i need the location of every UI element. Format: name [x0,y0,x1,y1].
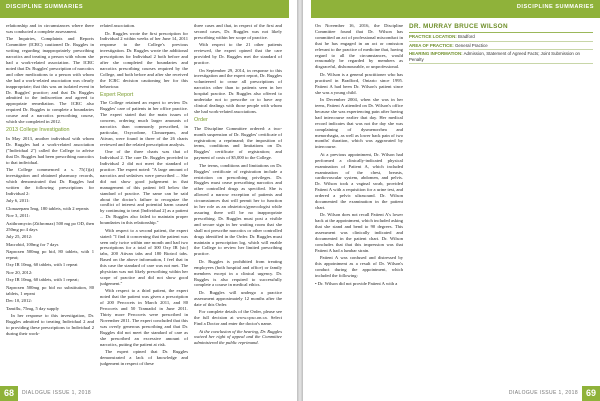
magazine-title: DIALOGUE ISSUE 1, 2018 [22,390,92,396]
section-title: DISCIPLINE SUMMARIES [516,4,594,10]
paragraph: Clonazepam 5mg, 180 tablets, with 2 repeats [6,205,89,211]
paragraph: Tamiflu, 75mg, 5 day supply [6,305,60,311]
paragraph: • Dr. Wilson did not provide Patient A with a [315,280,398,286]
paragraph: Naproxen 500mg po bid no substitution, 80 tablets, 1 repeat [6,284,94,296]
doctor-info-panel [409,23,593,75]
hearing-information-value: Admission, Statement of Agreed Facts; Joint Submission on Penalty [409,51,580,62]
paragraph: In her response to this investigation, Dr. Ruggles admitted to treating Individual 2 and to providing these prescriptions to Individual 2 during their work- [6,313,94,337]
text-column-1 [6,23,94,381]
paragraph: In December 2004, when she was in her teens, Patient A attended on Dr. Wilson's office because she was experiencing pain after having had intercourse earlier that day. Her medical record indicates that was not the day she was complaining of dysmenorrhea and menorrhagia, as well as lower back pain of two months' duration, which was aggravated by intercourse. [315,97,403,150]
paragraph: Oxy IR 10mg, 60 tablets, with 1 repeat; [6,277,79,283]
subheading: Expert Report [100,91,134,98]
paragraph: Dr. Ruggles wrote the first prescription for Individual 2 within weeks of her June 14, 2011 response to the College's previous investigation. Dr. Ruggles wrote the additional prescriptions for Individual 2 both before and after she completed the boundaries and narcotics prescribing courses required by the College, and both before and after she received the ICRC decision cautioning her for this behaviour. [100,30,188,89]
paragraph: Dr. Ruggles will undergo a practice assessment approximately 12 months after the date of this Order. [194,289,282,307]
footer-bar [0,386,289,401]
right-page [303,0,600,401]
paragraph: July 6, 2011: [6,198,30,204]
page-number: 69 [582,386,600,401]
paragraph: Patient A was confused and distressed by this appointment as a result of Dr. Wilson's conduct during the appointment, which included the following: [315,255,403,279]
subheading: 2013 College Investigation [6,127,70,133]
paragraph: The College retained an expert to review Dr. Ruggles' care of patients in her office practice. The expert stated that the main issues of concern, ordering much larger amounts of narcotics than commonly prescribed, in particular, Oxycodone, Clonazepam, and Ativan, were found in three of the 26 charts reviewed and the related prescription analysis. [100,100,188,147]
doctor-name: DR. MURRAY BRUCE WILSON [409,23,593,33]
paragraph: In May 2013, another individual with whom Dr. Ruggles had a work-related association ("Individual 2") called the College to advise that Dr. Ruggles had been prescribing narcotics to that individual. [6,135,94,165]
magazine-title: DIALOGUE ISSUE 1, 2018 [508,390,578,396]
paragraph: Oxy IR 10mg, 60 tablets, with 1 repeat [6,262,78,268]
paragraph: With respect to a third patient, the expert noted that the patient was given a prescription of 200 Percocets in March 2011, and 80 Percocets and 50 Tramadol in June 2011. Thirty more Percocets were prescribed in November 2011. The expert concluded that this was overly generous prescribing and that Dr. Ruggles did not meet the standard of care as she prescribed an excessive amount of narcotics, putting the patient at risk. [100,288,188,347]
paragraph: The expert opined that Dr. Ruggles demonstrated a lack of knowledge and judgement in respect of these [100,349,188,366]
paragraph: Macrobid, 100mg for 7 days [6,241,59,247]
paragraph: One of the three charts was that of Individual 2. The care Dr. Ruggles provided to Individual 2 did not meet the standard of practice. The expert noted: "A large amount of narcotics and sedatives were prescribed ... She did not show good judgement in that management of this patient fell below the standard of practice. The same can be said about the doctor's failure to recognize the conflict of interest and potential harm caused by continuing to treat [Individual 2] as a patient ... Dr. Ruggles also failed to maintain proper boundaries in this relationship." [100,149,188,226]
practice-location-label: PRACTICE LOCATION: [409,34,457,39]
area-of-practice-row [409,42,593,51]
practice-location-row [409,33,593,42]
paragraph: The Inquiries, Complaints and Reports Committee (ICRC) cautioned Dr. Ruggles in writing regarding inappropriately prescribing narcotics and treating a person with whom she had a work-related association. The ICRC noted that Dr. Ruggles' prescription of narcotics and other medications to a person with whom she had a work-related association was clearly inappropriate; that this was an isolated event in Dr. Ruggles' practice; and that Dr. Ruggles admitted to the indiscretion and agreed to appropriate remediation. The ICRC also required Dr. Ruggles to complete a boundaries course and a narcotics prescribing course, which she completed in 2012. [6,36,94,125]
text-column-2 [409,80,497,381]
closing-note: At the conclusion of the hearing, Dr. Ruggles waived her right of appeal and the Committee administered the public reprimand. [194,328,282,346]
paragraph: Dr. Wilson does not recall Patient A's lower back at the appointment, which included asking that she stand and bend to 90 degrees. This assessment was clinically indicated and documented in the patient chart. Dr. Wilson concludes that that this impression was that Patient A had a lumbar strain. [315,212,403,253]
area-of-practice-label: AREA OF PRACTICE: [409,42,454,48]
paragraph: With respect to the 21 other patients reviewed, the expert opined that the care provided by Dr. Ruggles met the standard of practice. [194,42,282,66]
hearing-information-label: HEARING INFORMATION: [409,51,463,57]
section-title: DISCIPLINE SUMMARIES [6,4,84,10]
paragraph: The Discipline Committee ordered: a two-month suspension of Dr. Ruggles' certificate of registration; a reprimand; the imposition of terms, conditions and limitations on Dr. Ruggles' certificate of registration; and payment of costs of $5,000 to the College. [194,125,282,161]
paragraph: With respect to a second patient, the expert stated: "I find it concerning that the patient was seen only twice within one month and had two prescriptions for a total of 300 Oxy IR [sic] tabs, 200 Ativan tabs and 180 Biotrol tabs. Based on the above information, I feel that in this case the standard of care was not met. The physician was not likely prescribing within her scope of practice and did not show good judgement." [100,227,188,286]
paragraph: Nov 3, 2011: [6,213,30,219]
paragraph: Azithromycin (Zithromax) 500 mg po OD, then 250mg po 4 days [6,220,94,232]
paragraph: At a previous appointment, Dr. Wilson had performed a clinically-indicated physical examination of Patient A, which included examination of the chest, breasts, cardiovascular system, abdomen, and pelvis. Dr. Wilson took a vaginal swab, provided Patient A with a requisition for a urine test, and ordered a pelvic ultrasound. Dr. Wilson documented the examination in the patient chart. [315,151,403,210]
paragraph: three cases and that, in respect of the first and second cases, Dr. Ruggles was not likely prescribing within her scope of practice. [194,23,282,40]
left-page [0,0,297,401]
header-bar [311,0,600,18]
paragraph: On September 29, 2014, in response to this investigation and the expert report, Dr. Ruggles volunteered to cease all prescriptions of narcotics other than to patients seen in her hospital practice. Dr. Ruggles also offered to undertake not to prescribe or to have any clinical dealings with those people with whom she had work-related associations. [194,67,282,114]
footer-bar [311,386,600,401]
paragraph: July 25, 2012: [6,234,33,240]
paragraph: Naproxen 500mg po bid, 80 tablets, with 1 repeat; [6,249,94,260]
paragraph: related association. [100,23,136,28]
header-bar [0,0,289,18]
text-column-2 [100,23,188,381]
subheading: Order [194,116,208,123]
area-of-practice-value: General Practice [454,42,488,48]
paragraph: On November 16, 2016, the Discipline Committee found that Dr. Wilson has committed an act of professional misconduct in that he has engaged in an act or omission relevant to the practice of medicine that, having regard to all the circumstances, would reasonably be regarded by members as disgraceful, dishonourable, or unprofessional. [315,23,403,70]
paragraph: Nov 20, 2012: [6,269,33,275]
paragraph: For complete details of the Order, please see the full decision at www.cpso.on.ca. Select Find a Doctor and enter the doctor's name. [194,309,282,327]
hearing-information-row [409,50,593,64]
practice-location-value: Bradford [457,34,475,39]
text-column-1 [315,23,403,381]
page-number: 68 [0,386,18,401]
paragraph: The College commenced a s. 75(1)(a) investigation and obtained pharmacy records, which demonstrated that Dr. Ruggles had written the following prescriptions for Individual 2: [6,167,94,196]
paragraph: Dr. Ruggles is prohibited from treating employees (both hospital and office) or family members except in a clinical urgency. Dr. Ruggles is also required to successfully complete a course in medical ethics. [194,258,282,288]
text-column-3 [503,80,591,381]
paragraph: Dec 10, 2012: [6,298,32,304]
paragraph: Dr. Wilson is a general practitioner who has practised in Bradford, Ontario since 1995. Patient A had been Dr. Wilson's patient since she was a young child. [315,71,403,95]
paragraph: relationship and in circumstances where there was conducted a complete assessment. [6,23,94,34]
paragraph: The terms, conditions and limitations on Dr. Ruggles' certificate of registration include a restriction on prescribing privileges. Dr. Ruggles must cease prescribing narcotics and other controlled drugs as specified. She is allowed a narrow exception of patients and circumstances that will permit her to function in her role as an obstetrics/gynecologist while assuring there will be no inappropriate prescribing. Dr. Ruggles must post a visible and secure sign in her waiting room that she shall not prescribe narcotics or other controlled drugs identified in the Order. Dr. Ruggles must maintain a prescription log, which will enable the College to review her limited prescribing practice. [194,162,282,257]
text-column-3 [194,23,282,381]
